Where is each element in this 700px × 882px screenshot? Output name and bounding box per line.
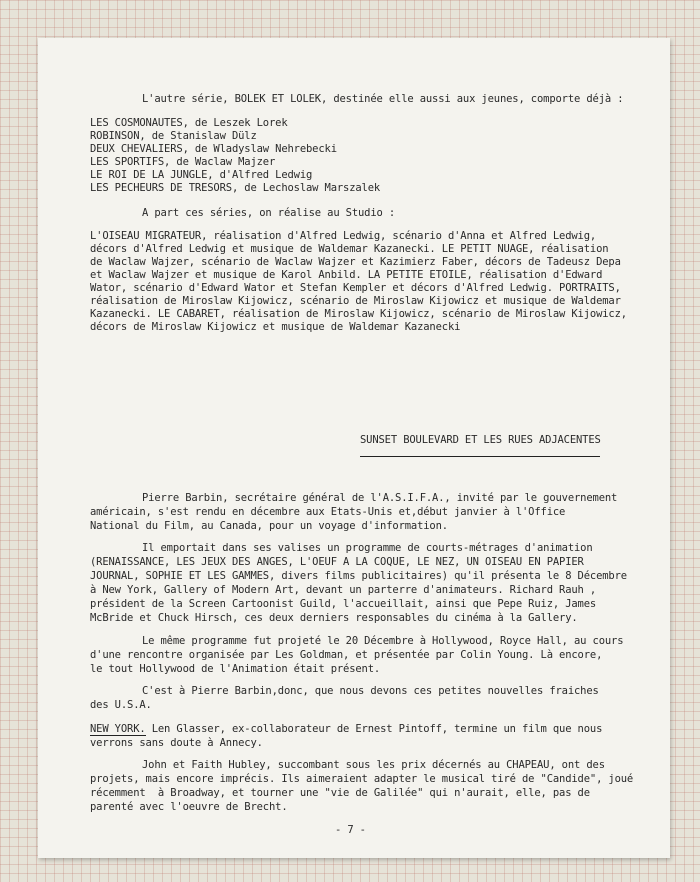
intro-line: L'autre série, BOLEK ET LOLEK, destinée elle aussi aux jeunes, comporte déjà : <box>142 93 624 105</box>
paragraph-line: projets, mais encore imprécis. Ils aimeraient adapter le musical tiré de "Candide", joué <box>90 773 634 785</box>
paragraph-line: à New York, Gallery of Modern Art, devant un parterre d'animateurs. Richard Rauh , <box>90 584 597 596</box>
paragraph-line: d'une rencontre organisée par Les Goldman, et présentée par Colin Young. Là encore, <box>90 649 603 661</box>
paragraph-line: récemment à Broadway, et tourner une "vie de Galilée" qui n'aurait, elle, pas de <box>90 787 590 799</box>
paragraph-line: verrons sans doute à Annecy. <box>90 737 263 749</box>
studio-paragraph-line: décors d'Alfred Ledwig et musique de Waldemar Kazanecki. LE PETIT NUAGE, réalisation <box>90 243 609 255</box>
paragraph-line: (RENAISSANCE, LES JEUX DES ANGES, L'OEUF A LA COQUE, LE NEZ, UN OISEAU EN PAPIER <box>90 556 584 568</box>
paragraph-line: des U.S.A. <box>90 699 152 711</box>
page-number: - 7 - <box>335 824 366 836</box>
paragraph-line: Il emportait dans ses valises un programme de courts-métrages d'animation <box>142 542 593 554</box>
series-item: LE ROI DE LA JUNGLE, d'Alfred Ledwig <box>90 169 313 181</box>
paragraph-line: président de la Screen Cartoonist Guild, l'accueillait, ainsi que Pepe Ruiz, James <box>90 598 597 610</box>
paragraph-line: John et Faith Hubley, succombant sous les prix décernés au CHAPEAU, ont des <box>142 759 605 771</box>
paragraph-line: JOURNAL, SOPHIE ET LES GAMMES, divers films publicitaires) qu'il présenta le 8 Décembre <box>90 570 627 582</box>
new-york-text: Len Glasser, ex-collaborateur de Ernest Pintoff, termine un film que nous <box>145 723 603 735</box>
studio-paragraph-line: de Waclaw Wajzer, scénario de Waclaw Wajzer et Kazimierz Faber, décors de Tadeusz Depa <box>90 256 621 268</box>
document-page <box>38 38 670 858</box>
paragraph-line: Le même programme fut projeté le 20 Décembre à Hollywood, Royce Hall, au cours <box>142 635 624 647</box>
paragraph-line: McBride et Chuck Hirsch, ces deux derniers responsables du cinéma à la Gallery. <box>90 612 578 624</box>
series-item: LES PECHEURS DE TRESORS, de Lechoslaw Marszalek <box>90 182 381 194</box>
paragraph-line: National du Film, au Canada, pour un voyage d'information. <box>90 520 448 532</box>
series-item: ROBINSON, de Stanislaw Dülz <box>90 130 257 142</box>
new-york-label: NEW YORK. <box>90 723 146 735</box>
studio-paragraph-line: L'OISEAU MIGRATEUR, réalisation d'Alfred Ledwig, scénario d'Anna et Alfred Ledwig, <box>90 230 597 242</box>
paragraph-line: C'est à Pierre Barbin,donc, que nous devons ces petites nouvelles fraiches <box>142 685 599 697</box>
studio-paragraph-line: Wator, scénario d'Edward Wator et Stefan Kempler et décors d'Alfred Ledwig. PORTRAITS, <box>90 282 621 294</box>
section-title: SUNSET BOULEVARD ET LES RUES ADJACENTES <box>360 434 601 446</box>
paragraph-line: parenté avec l'oeuvre de Brecht. <box>90 801 288 813</box>
studio-paragraph-line: et Waclaw Wajzer et musique de Karol Anbild. LA PETITE ETOILE, réalisation d'Edward <box>90 269 603 281</box>
paragraph-line: américain, s'est rendu en décembre aux Etats-Unis et,début janvier à l'Office <box>90 506 566 518</box>
section-title-rule <box>360 456 600 457</box>
studio-paragraph-line: décors de Miroslaw Kijowicz et musique de Waldemar Kazanecki <box>90 321 461 333</box>
new-york-line <box>90 723 602 736</box>
paragraph-line: Pierre Barbin, secrétaire général de l'A.S.I.F.A., invité par le gouvernement <box>142 492 618 504</box>
studio-paragraph-line: Kazanecki. LE CABARET, réalisation de Miroslaw Kijowicz, scénario de Miroslaw Kijowicz, <box>90 308 627 320</box>
series-item: LES SPORTIFS, de Waclaw Majzer <box>90 156 276 168</box>
series-item: LES COSMONAUTES, de Leszek Lorek <box>90 117 288 129</box>
studio-paragraph-line: réalisation de Miroslaw Kijowicz, scénario de Miroslaw Kijowicz et musique de Waldemar <box>90 295 621 307</box>
paragraph-line: le tout Hollywood de l'Animation était présent. <box>90 663 381 675</box>
studio-intro: A part ces séries, on réalise au Studio : <box>142 207 396 219</box>
series-item: DEUX CHEVALIERS, de Wladyslaw Nehrebecki <box>90 143 337 155</box>
